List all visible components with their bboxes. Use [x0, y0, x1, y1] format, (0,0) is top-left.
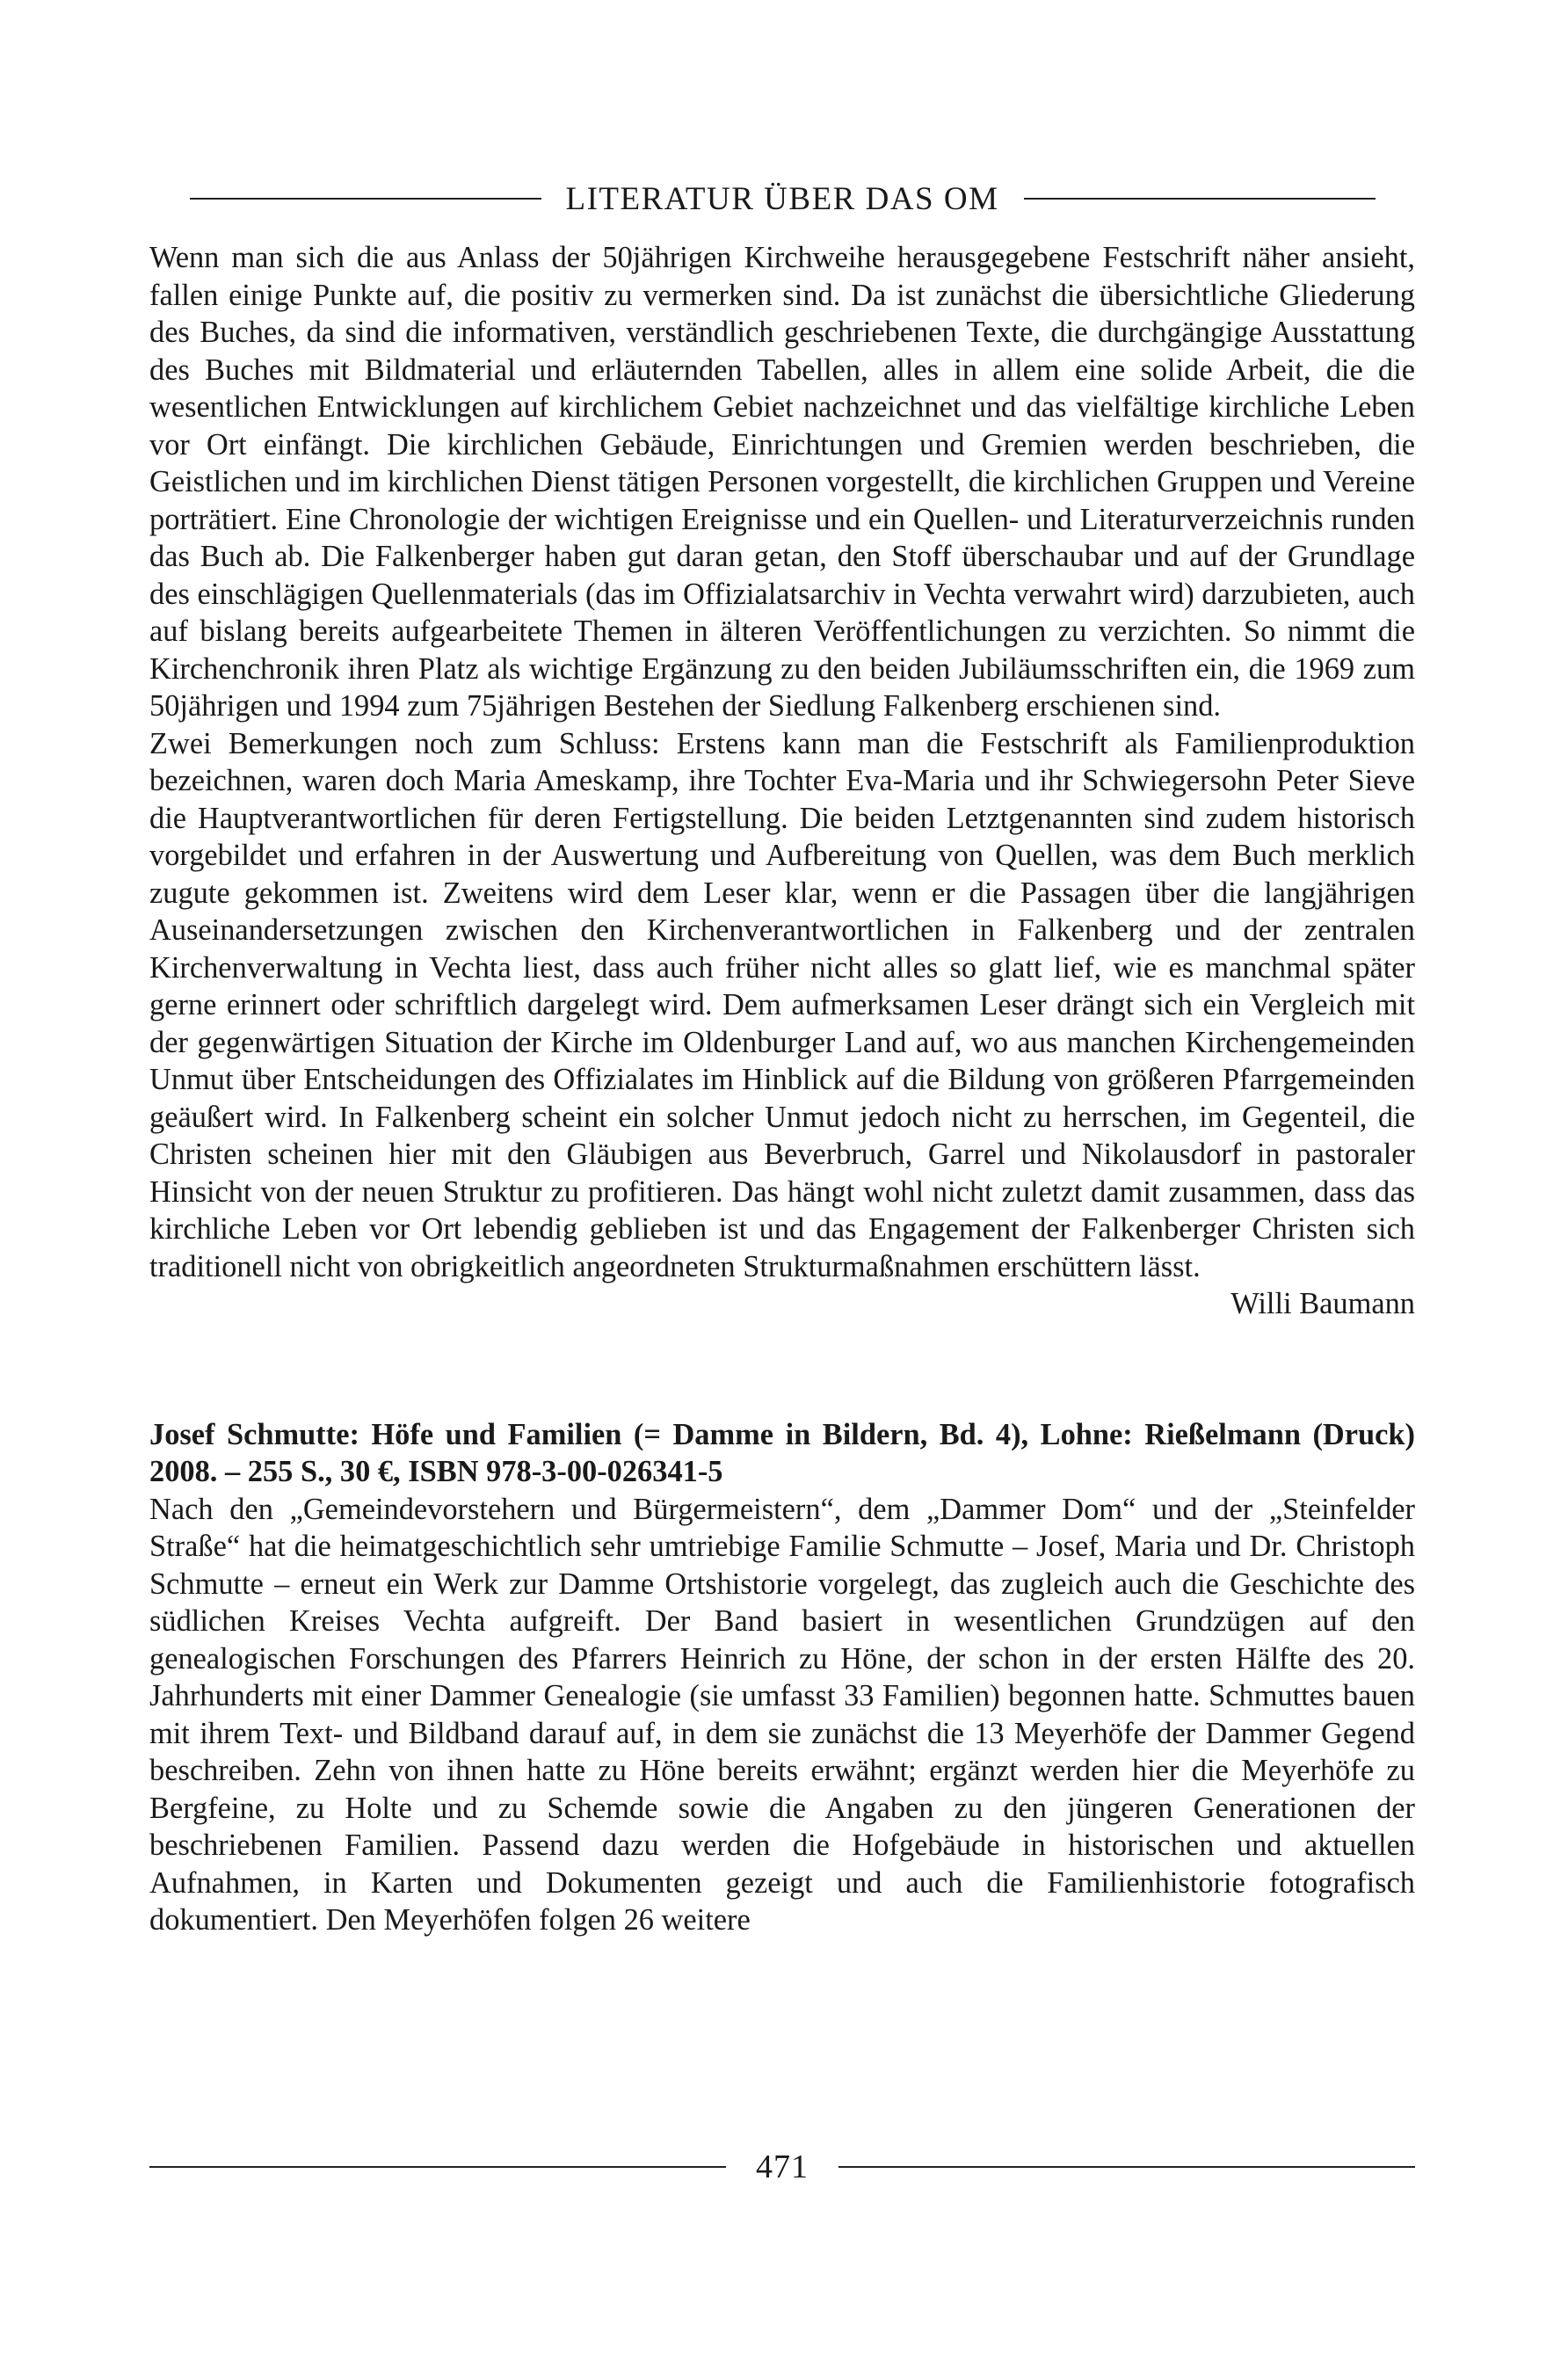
page-footer: [149, 2145, 1415, 2189]
page-number: 471: [756, 2148, 809, 2185]
page-body: [149, 176, 1415, 1939]
running-title: LITERATUR ÜBER DAS OM: [565, 180, 999, 217]
footer-rule-left: [149, 2166, 726, 2168]
footer-rule-right: [838, 2166, 1415, 2168]
review1-paragraph-1: Wenn man sich die aus Anlass der 50jährigen Kirchweihe herausgegebene Festschrift näher ansieht, fallen einige Punkte auf, die positiv zu vermerken sind. Da ist zunächst die übersichtliche Gliederung des Buches, da sind die informativen, verständlich geschriebenen Texte, die durchgängige Ausstattung des Buches mit Bildmaterial und erläuternden Tabellen, alles in allem eine solide Arbeit, die die wesentlichen Entwicklungen auf kirchlichem Gebiet nachzeichnet und das vielfältige kirchliche Leben vor Ort einfängt. Die kirchlichen Gebäude, Einrichtungen und Gremien werden beschrieben, die Geistlichen und im kirchlichen Dienst tätigen Personen vorgestellt, die kirchlichen Gruppen und Vereine porträtiert. Eine Chronologie der wichtigen Ereignisse und ein Quellen- und Literaturverzeichnis runden das Buch ab. Die Falkenberger haben gut daran getan, den Stoff überschaubar und auf der Grundlage des einschlägigen Quellenmaterials (das im Offizialatsarchiv in Vechta verwahrt wird) darzubieten, auch auf bislang bereits aufgearbeitete Themen in älteren Veröffentlichungen zu verzichten. So nimmt die Kirchenchronik ihren Platz als wichtige Ergänzung zu den beiden Jubiläumsschriften ein, die 1969 zum 50jährigen und 1994 zum 75jährigen Bestehen der Siedlung Falkenberg erschienen sind.: [149, 241, 1415, 723]
review1-paragraph-2: Zwei Bemerkungen noch zum Schluss: Erstens kann man die Festschrift als Familienproduktion bezeichnen, waren doch Maria Ameskamp, ihre Tochter Eva-Maria und ihr Schwiegersohn Peter Sieve die Hauptverantwortlichen für deren Fertigstellung. Die beiden Letztgenannten sind zudem historisch vorgebildet und erfahren in der Auswertung und Aufbereitung von Quellen, was dem Buch merklich zugute gekommen ist. Zweitens wird dem Leser klar, wenn er die Passagen über die langjährigen Auseinandersetzungen zwischen den Kirchenverantwortlichen in Falkenberg und der zentralen Kirchenverwaltung in Vechta liest, dass auch früher nicht alles so glatt lief, wie es manchmal später gerne erinnert oder schriftlich dargelegt wird. Dem aufmerksamen Leser drängt sich ein Vergleich mit der gegenwärtigen Situation der Kirche im Oldenburger Land auf, wo aus manchen Kirchengemeinden Unmut über Entscheidungen des Offizialates im Hinblick auf die Bildung von größeren Pfarrgemeinden geäußert wird. In Falkenberg scheint ein solcher Unmut jedoch nicht zu herrschen, im Gegenteil, die Christen scheinen hier mit den Gläubigen aus Beverbruch, Garrel und Nikolausdorf in pastoraler Hinsicht von der neuen Struktur zu profitieren. Das hängt wohl nicht zuletzt damit zusammen, dass das kirchliche Leben vor Ort lebendig geblieben ist und das Engagement der Falkenberger Christen sich traditionell nicht von obrigkeitlich angeordneten Strukturmaßnahmen erschüttern lässt.: [149, 726, 1415, 1283]
running-head: [149, 176, 1415, 222]
header-rule-left: [190, 198, 541, 200]
review2-heading: Josef Schmutte: Höfe und Familien (= Damme in Bildern, Bd. 4), Lohne: Rießelmann (Druck) 2008. – 255 S., 30 €, ISBN 978-3-00-026341-5: [149, 1417, 1415, 1488]
header-rule-right: [1024, 198, 1376, 200]
review1-author: Willi Baumann: [1230, 1287, 1415, 1320]
review2-paragraph: Nach den „Gemeindevorstehern und Bürgermeistern“, dem „Dammer Dom“ und der „Steinfelder Straße“ hat die heimatgeschichtlich sehr umtriebige Familie Schmutte – Josef, Maria und Dr. Christoph Schmutte – erneut ein Werk zur Damme Ortshistorie vorgelegt, das zugleich auch die Geschichte des südlichen Kreises Vechta aufgreift. Der Band basiert in wesentlichen Grundzügen auf den genealogischen Forschungen des Pfarrers Heinrich zu Höne, der schon in der ersten Hälfte des 20. Jahrhunderts mit einer Dammer Genealogie (sie umfasst 33 Familien) begonnen hatte. Schmuttes bauen mit ihrem Text- und Bildband darauf auf, in dem sie zunächst die 13 Meyerhöfe der Dammer Gegend beschreiben. Zehn von ihnen hatte zu Höne bereits erwähnt; ergänzt werden hier die Meyerhöfe zu Bergfeine, zu Holte und zu Schemde sowie die Angaben zu den jüngeren Generationen der beschriebenen Familien. Passend dazu werden die Hofgebäude in historischen und aktuellen Aufnahmen, in Karten und Dokumenten gezeigt und auch die Familienhistorie fotografisch dokumentiert. Den Meyerhöfen folgen 26 weitere: [149, 1492, 1415, 1937]
